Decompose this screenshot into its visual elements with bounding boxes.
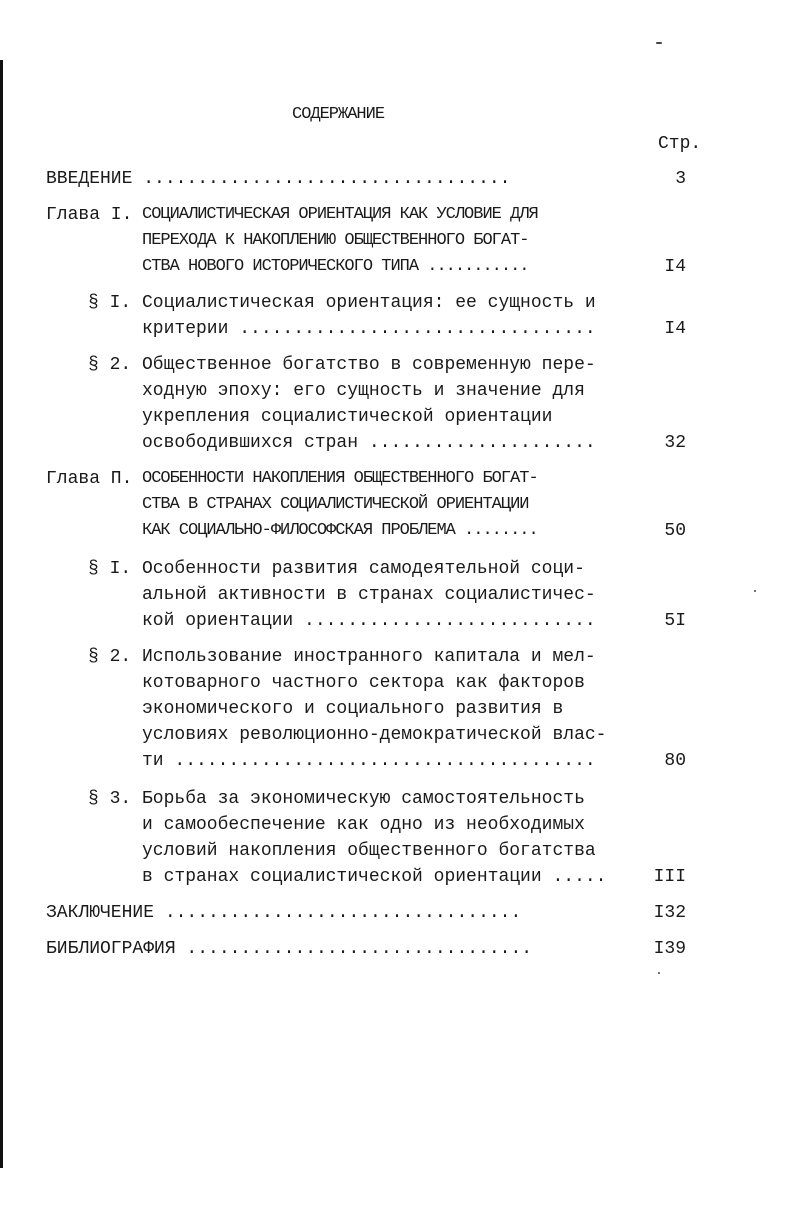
toc-entry-intro: ВВЕДЕНИЕ .................................. bbox=[46, 169, 511, 189]
toc-chapter-1-line: СТВА НОВОГО ИСТОРИЧЕСКОГО ТИПА ........... bbox=[142, 257, 529, 276]
toc-section-2-2-line: Использование иностранного капитала и мел- bbox=[142, 647, 596, 667]
scan-speck bbox=[754, 590, 756, 592]
toc-entry-bibliography: БИБЛИОГРАФИЯ ................................ bbox=[46, 939, 533, 959]
toc-page-conclusion: I32 bbox=[653, 903, 686, 923]
toc-page-section-1-1: I4 bbox=[664, 319, 686, 339]
toc-page-section-2-3: III bbox=[653, 867, 686, 887]
toc-section-1-2-line: Общественное богатство в современную пере- bbox=[142, 355, 596, 375]
toc-chapter-2-line: СТВА В СТРАНАХ СОЦИАЛИСТИЧЕСКОЙ ОРИЕНТАЦИИ bbox=[142, 495, 529, 514]
toc-chapter-1-line: ПЕРЕХОДА К НАКОПЛЕНИЮ ОБЩЕСТВЕННОГО БОГАТ- bbox=[142, 231, 529, 250]
toc-page-section-1-2: 32 bbox=[664, 433, 686, 453]
toc-chapter-1-label: Глава I. bbox=[46, 205, 133, 225]
toc-entry-conclusion: ЗАКЛЮЧЕНИЕ ................................. bbox=[46, 903, 522, 923]
page-column-label: Стр. bbox=[658, 134, 702, 154]
toc-page-section-2-1: 5I bbox=[664, 611, 686, 631]
toc-section-1-2-line: укрепления социалистической ориентации bbox=[142, 407, 553, 427]
toc-section-2-3-line: и самообеспечение как одно из необходимых bbox=[142, 815, 585, 835]
toc-page-chapter-2: 50 bbox=[664, 521, 686, 541]
toc-section-2-2-line: котоварного частного сектора как факторов bbox=[142, 673, 585, 693]
page-title: СОДЕРЖАНИЕ bbox=[292, 105, 385, 124]
toc-section-2-2-line: экономического и социального развития в bbox=[142, 699, 564, 719]
toc-section-2-1-line: кой ориентации ........................... bbox=[142, 611, 596, 631]
toc-section-1-1-line: критерии ................................. bbox=[142, 319, 596, 339]
toc-section-2-2-label: § 2. bbox=[88, 647, 132, 667]
toc-section-2-1-line: Особенности развития самодеятельной соци- bbox=[142, 559, 585, 579]
scan-page-edge bbox=[0, 60, 3, 1168]
toc-section-2-2-line: ти ....................................... bbox=[142, 751, 596, 771]
scan-speck bbox=[656, 42, 662, 44]
toc-section-2-3-label: § 3. bbox=[88, 789, 132, 809]
toc-section-1-1-line: Социалистическая ориентация: ее сущность и bbox=[142, 293, 596, 313]
toc-section-1-2-line: ходную эпоху: его сущность и значение для bbox=[142, 381, 585, 401]
toc-section-2-2-line: условиях революционно-демократической влас- bbox=[142, 725, 607, 745]
toc-page-intro: 3 bbox=[675, 169, 686, 189]
scan-speck bbox=[658, 972, 660, 974]
toc-page-bibliography: I39 bbox=[653, 939, 686, 959]
toc-section-2-3-line: условий накопления общественного богатства bbox=[142, 841, 596, 861]
toc-section-1-2-label: § 2. bbox=[88, 355, 132, 375]
toc-section-1-2-line: освободившихся стран ..................... bbox=[142, 433, 596, 453]
toc-section-2-1-line: альной активности в странах социалистичес- bbox=[142, 585, 596, 605]
toc-section-1-1-label: § I. bbox=[88, 293, 132, 313]
toc-section-2-3-line: Борьба за экономическую самостоятельность bbox=[142, 789, 585, 809]
toc-page-section-2-2: 80 bbox=[664, 751, 686, 771]
toc-chapter-2-label: Глава П. bbox=[46, 469, 133, 489]
toc-chapter-2-line: ОСОБЕННОСТИ НАКОПЛЕНИЯ ОБЩЕСТВЕННОГО БОГАТ- bbox=[142, 469, 538, 488]
toc-page-chapter-1: I4 bbox=[664, 257, 686, 277]
toc-chapter-2-line: КАК СОЦИАЛЬНО-ФИЛОСОФСКАЯ ПРОБЛЕМА ........ bbox=[142, 521, 538, 540]
toc-section-2-3-line: в странах социалистической ориентации ..... bbox=[142, 867, 607, 887]
toc-chapter-1-line: СОЦИАЛИСТИЧЕСКАЯ ОРИЕНТАЦИЯ КАК УСЛОВИЕ ДЛЯ bbox=[142, 205, 538, 224]
toc-section-2-1-label: § I. bbox=[88, 559, 132, 579]
